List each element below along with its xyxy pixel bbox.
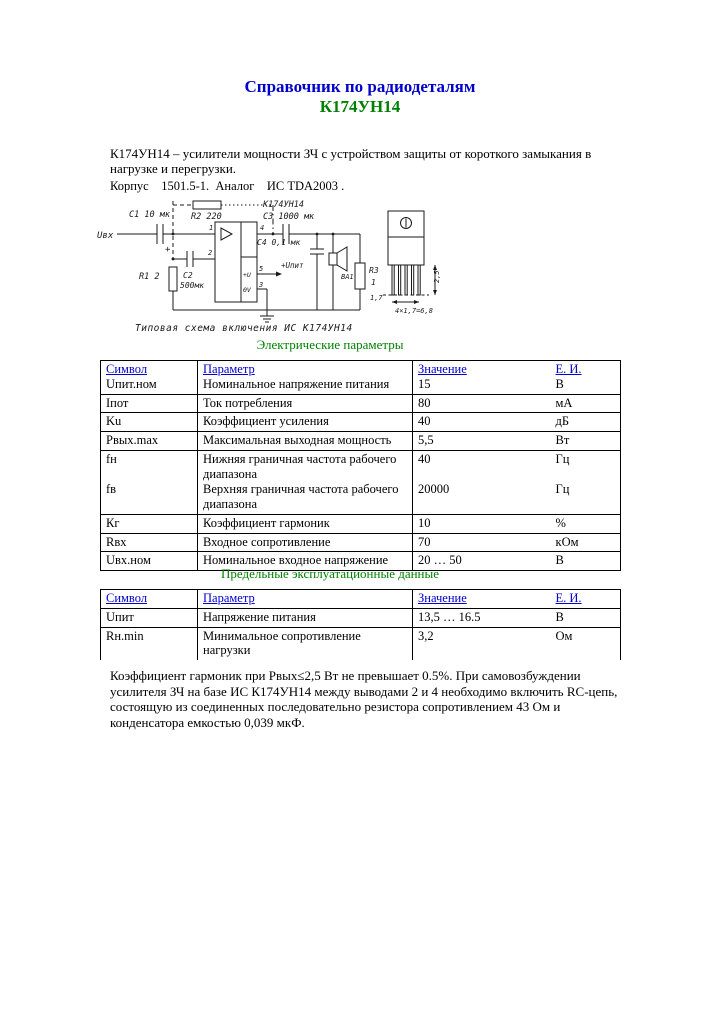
page-header	[0, 78, 720, 116]
capacitor-c4-label: C4 0,1 мк	[257, 238, 301, 247]
cell-value: 15	[418, 376, 431, 391]
cell-unit: В	[546, 608, 621, 627]
capacitor-c3-label: C3 1000 мк	[263, 212, 315, 222]
cell-symbol: Rвх	[101, 533, 198, 552]
table-row	[101, 608, 621, 627]
cell-symbol: Uвх.ном	[101, 552, 198, 571]
cell-value: 80	[413, 394, 546, 413]
table-row	[101, 533, 621, 552]
cell-value: 3,2	[413, 627, 546, 660]
cell-symbol: Iпот	[101, 394, 198, 413]
cell-parameter: Верхняя граничная частота рабочего диапазона	[203, 481, 399, 511]
application-note: Коэффициент гармоник при Pвых≤2,5 Вт не превышает 0.5%. При самовозбуждении усилителя ЗЧ на базе ИС К174УН14 между выводами 2 и 4 необходимо включить RC-цепь, состоящую из соединенных последовательно резистора сопротивлением 43 Ом и конденсатора емкостью 0,039 мкФ.	[110, 668, 618, 730]
book-title: Справочник по радиодеталям	[244, 77, 476, 96]
cell-unit: дБ	[546, 413, 621, 432]
pin-3-label: 3	[259, 281, 264, 289]
intro-block	[110, 146, 630, 193]
cell-value: 40	[418, 451, 431, 466]
cell-unit: Вт	[546, 432, 621, 451]
cell-value: 70	[413, 533, 546, 552]
col-header-parameter: Параметр	[203, 362, 255, 376]
col-header-value: Значение	[418, 591, 467, 605]
table-row	[101, 394, 621, 413]
cell-parameter: Напряжение питания	[198, 608, 413, 627]
capacitor-c1-label: C1 10 мк	[129, 210, 170, 220]
pin-5-label: 5	[259, 265, 264, 273]
cell-symbol: Uпит	[101, 608, 198, 627]
cell-value: 10	[413, 514, 546, 533]
cell-symbol: Uпит.ном	[106, 376, 157, 391]
pin-2-label: 2	[208, 249, 213, 257]
cell-parameter: Нижняя граничная частота рабочего диапазона	[203, 451, 397, 481]
capacitor-c2-name: C2	[183, 271, 193, 280]
schematic-drawing	[95, 197, 465, 337]
resistor-r3-name: R3	[369, 266, 379, 275]
cell-unit: В	[555, 376, 564, 391]
resistor-r3-value: 1	[371, 278, 376, 287]
col-header-parameter: Параметр	[203, 591, 255, 605]
cell-unit: Ом	[546, 627, 621, 660]
package-drawing	[370, 211, 441, 315]
package-dim-pitch: 1,7	[370, 294, 383, 302]
table-row	[101, 432, 621, 451]
case-analog-line: Корпус 1501.5-1. Аналог ИС TDA2003 .	[110, 178, 345, 193]
col-header-unit: Е. И.	[555, 362, 582, 376]
cell-value: 20000	[418, 481, 450, 496]
cell-parameter: Номинальное входное напряжение	[198, 552, 413, 571]
speaker-label: ВА1	[341, 273, 354, 281]
cell-parameter: Коэффициент гармоник	[198, 514, 413, 533]
cell-value: 40	[413, 413, 546, 432]
cell-parameter: Входное сопротивление	[198, 533, 413, 552]
cell-unit: В	[546, 552, 621, 571]
table-row	[101, 450, 621, 514]
table-header-row	[101, 590, 621, 609]
cell-symbol: fв	[106, 481, 117, 496]
table-row	[101, 627, 621, 660]
cell-unit: Гц	[555, 451, 570, 466]
cell-symbol: Кг	[101, 514, 198, 533]
table-row	[101, 413, 621, 432]
cell-symbol: Ku	[101, 413, 198, 432]
package-dim-height: 2,5	[433, 270, 441, 283]
cell-parameter: Коэффициент усиления	[198, 413, 413, 432]
table-row	[101, 514, 621, 533]
cell-unit: кОм	[546, 533, 621, 552]
cell-value: 20 … 50	[413, 552, 546, 571]
ic-plus-u-label: +U	[243, 271, 251, 279]
electrical-parameters-table	[100, 360, 621, 571]
schematic-caption: Типовая схема включения ИС К174УН14	[135, 323, 353, 334]
cell-unit: %	[546, 514, 621, 533]
cell-symbol: Rн.min	[101, 627, 198, 660]
cell-value: 13,5 … 16.5	[413, 608, 546, 627]
part-description: К174УН14 – усилители мощности ЗЧ с устройством защиты от короткого замыкания в нагрузке и перегрузки.	[110, 146, 592, 177]
resistor-r1-label: R1 2	[139, 272, 160, 282]
cell-symbol: fн	[106, 451, 117, 466]
package-dim-row: 4×1,7=6,8	[395, 307, 433, 315]
input-voltage-label: Uвх	[97, 231, 114, 241]
table-row	[101, 361, 621, 395]
col-header-value: Значение	[418, 362, 467, 376]
ic-zero-v-label: 0V	[243, 286, 251, 294]
cell-unit: мА	[546, 394, 621, 413]
cell-symbol: Pвых.max	[101, 432, 198, 451]
col-header-unit: Е. И.	[555, 591, 582, 605]
cell-parameter: Номинальное напряжение питания	[203, 376, 390, 391]
supply-label: +Uпит	[281, 261, 304, 270]
pin-1-label: 1	[209, 224, 214, 232]
col-header-symbol: Символ	[106, 362, 148, 376]
limit-data-table	[100, 589, 621, 660]
ic-name-label: К174УН14	[263, 200, 304, 210]
col-header-symbol: Символ	[106, 591, 148, 605]
cell-unit: Гц	[555, 481, 570, 496]
cell-value: 5,5	[413, 432, 546, 451]
cell-parameter: Ток потребления	[198, 394, 413, 413]
cell-parameter: Максимальная выходная мощность	[198, 432, 413, 451]
capacitor-c2-value: 500мк	[180, 281, 205, 290]
table2-title: Предельные эксплуатационные данные	[220, 566, 440, 581]
pin-4-label: 4	[260, 224, 265, 232]
c1-polarity-label: +	[165, 245, 171, 255]
cell-parameter: Минимальное сопротивление нагрузки	[198, 627, 413, 660]
table1-title: Электрические параметры	[256, 337, 404, 352]
part-title: К174УН14	[319, 96, 401, 116]
resistor-r2-label: R2 220	[191, 212, 222, 222]
